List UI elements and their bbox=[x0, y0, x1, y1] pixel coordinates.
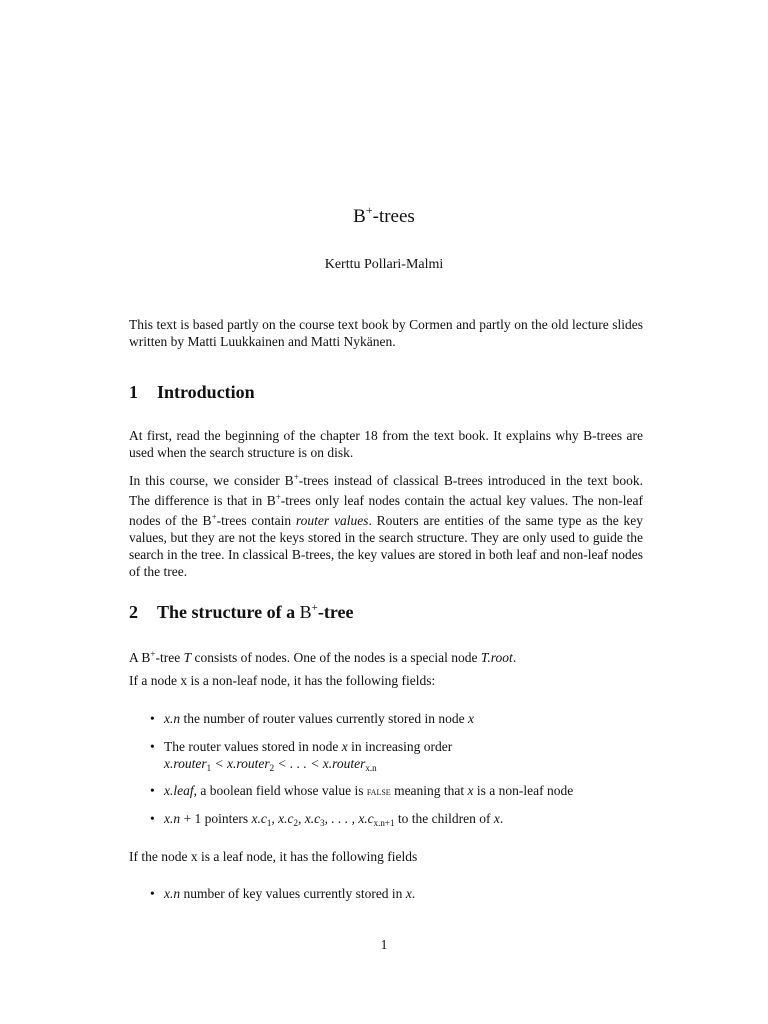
paper-title: B+-trees bbox=[353, 203, 415, 227]
section2-paragraph-2: If a node x is a non-leaf node, it has the following fields: bbox=[129, 673, 436, 688]
section2-paragraph-1: A B+-tree T consists of nodes. One of the nodes is a special node T.root. bbox=[129, 649, 517, 665]
section2-paragraph-3: If the node x is a leaf node, it has the following fields bbox=[129, 849, 418, 864]
author-name: Kerttu Pollari-Malmi bbox=[324, 257, 444, 272]
section1-paragraph-1: At first, read the beginning of the chapter 18 from the text book. It explains why B-trees are used when the search structure is on disk. bbox=[129, 428, 643, 460]
section-heading-introduction: 1 Introduction bbox=[129, 382, 255, 402]
document-page: B+-trees Kerttu Pollari-Malmi This text is based partly on the course text book by Cormen and partly on the old lecture slides written by Matti Luukkainen and Matti Nykänen. 1 Introduction At first, read the beginning of the chapter 18 from the text book. It explains why B-trees are used when the search structure is on disk. In this course, we consider B+-trees instead of classical B-trees introduced in the text book. The difference is that in B+-trees only leaf nodes contain the actual key values. The non-leaf nodes of the B+-trees contain router values. Routers are entities of the same type as the key values, but they are not the keys stored in the search structure. They are only used to guide the search in the tree. In classical B-trees, the key values are stored in both leaf and non-leaf nodes of the tree. 2 The structure of a B+-tree A B+-tree T consists of nodes. One of the nodes is a special node T.root. If a node x is a non-leaf node, it has the following fields: • x.n the number of router values currently stored in node x • The router values stored in node x in increasing order x.router$_1$ < x.router$_2$ < . . . < x.router$_{x.n}$ • x.leaf, a boolean field whose value is false meaning that x is a non-leaf node • x.n + 1 pointers $x.c_1$, $x.c_2$, $x.c_3$, . . . , $x.c_{x.n+1}$ to the children of x. If the node x is a leaf node, it has the following fields • x.n number of key values currently stored in x. 1 bbox=[0, 0, 768, 1024]
section1-paragraph-2: In this course, we consider B+-trees instead of classical B-trees introduced in the text book. The difference is that in B+-trees only leaf nodes contain the actual key values. The non-leaf nodes of the B+-trees contain router values. Routers are entities of the same type as the key values, but they are not the keys stored in the search structure. They are only used to guide the search in the tree. In classical B-trees, the key values are stored in both leaf and non-leaf nodes of the tree. bbox=[129, 472, 643, 579]
intro-paragraph: This text is based partly on the course text book by Cormen and partly on the old lecture slides written by Matti Luukkainen and Matti Nykänen. bbox=[129, 317, 643, 349]
page-number: 1 bbox=[380, 937, 388, 952]
section-heading-structure: 2 The structure of a B+-tree bbox=[129, 602, 354, 622]
